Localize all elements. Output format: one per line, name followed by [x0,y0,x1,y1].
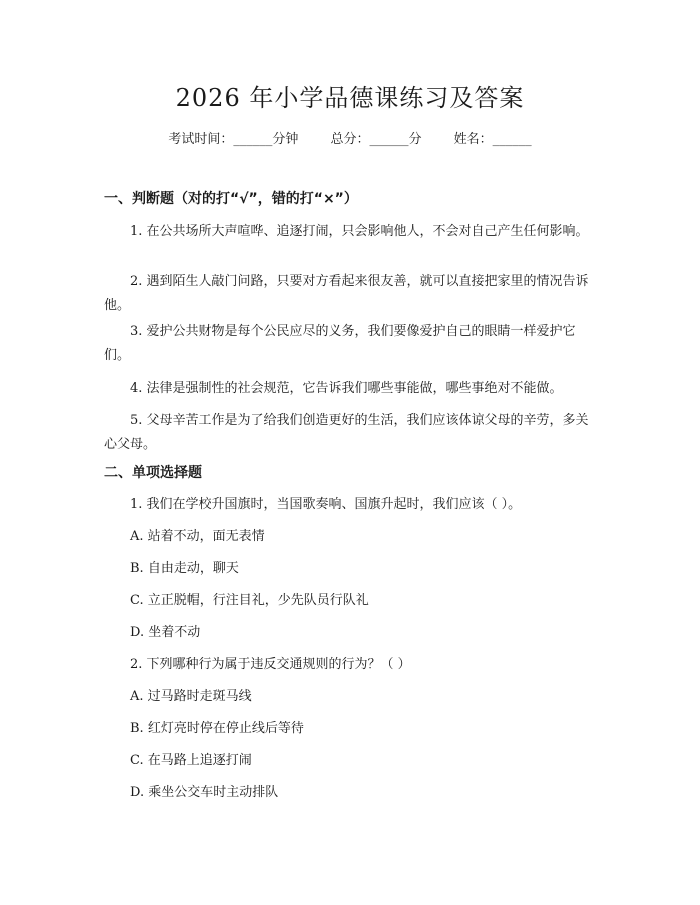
true-false-item-1: 1. 在公共场所大声喧哗、追逐打闹，只会影响他人，不会对自己产生任何影响。 [130,224,589,239]
question-1-option-a: A. 站着不动，面无表情 [130,529,265,544]
question-1-option-b: B. 自由走动，聊天 [130,561,239,576]
section-heading-multiple-choice: 二、单项选择题 [104,465,202,481]
question-2-option-d: D. 乘坐公交车时主动排队 [130,785,279,800]
exam-time-field: 考试时间：______分钟 [168,132,299,147]
question-2-option-a: A. 过马路时走斑马线 [130,689,252,704]
question-2-option-c: C. 在马路上追逐打闹 [130,753,252,768]
true-false-item-4: 4. 法律是强制性的社会规范，它告诉我们哪些事能做，哪些事绝对不能做。 [130,381,563,396]
exam-meta [0,129,700,151]
student-name-field: 姓名：______ [453,132,532,147]
total-score-field: 总分：______分 [330,132,422,147]
true-false-item-3: 3. 爱护公共财物是每个公民应尽的义务，我们要像爱护自己的眼睛一样爱护它们。 [104,324,576,363]
question-2-option-b: B. 红灯亮时停在停止线后等待 [130,721,304,736]
question-2-stem: 2. 下列哪种行为属于违反交通规则的行为？（ ） [130,657,411,672]
true-false-item-5: 5. 父母辛苦工作是为了给我们创造更好的生活，我们应该体谅父母的辛劳，多关心父母。 [104,413,589,452]
section-heading-true-false: 一、判断题（对的打“√”，错的打“×”） [104,191,358,207]
page-title: 2026 年小学品德课练习及答案 [175,84,525,112]
question-1-option-c: C. 立正脱帽，行注目礼，少先队员行队礼 [130,593,369,608]
question-1-stem: 1. 我们在学校升国旗时，当国歌奏响、国旗升起时，我们应该（ ）。 [130,497,522,512]
question-1-option-d: D. 坐着不动 [130,625,201,640]
true-false-item-2: 2. 遇到陌生人敲门问路，只要对方看起来很友善，就可以直接把家里的情况告诉他。 [104,274,589,313]
